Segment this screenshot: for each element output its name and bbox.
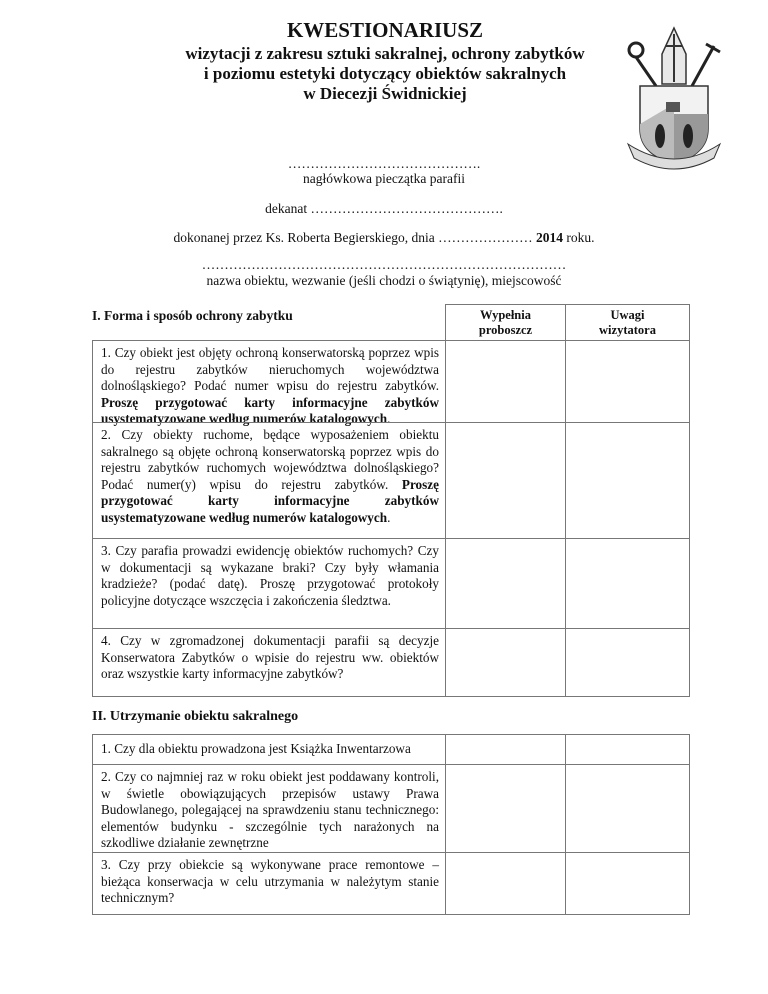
answer-visitor-1-2[interactable] — [565, 422, 690, 538]
deanery-field[interactable]: dekanat ……………………………………. — [265, 201, 503, 216]
question-1-1 — [92, 340, 445, 427]
question-tail: . — [387, 411, 391, 427]
object-name-label: nazwa obiektu, wezwanie (jeśli chodzi o świątynię), miejscowość — [206, 273, 562, 288]
question-2-1: 1. Czy dla obiektu prowadzona jest Książka Inwentarzowa — [92, 734, 445, 764]
answer-visitor-2-1[interactable] — [565, 734, 690, 764]
answer-parish-1-2[interactable] — [445, 422, 565, 538]
subtitle-line: i poziomu estetyki dotyczący obiektów sakralnych — [203, 64, 567, 83]
column-header-visitor — [565, 304, 690, 341]
diocese-coat-of-arms-logo — [622, 24, 726, 174]
question-2-3: 3. Czy przy obiekcie są wykonywane prace remontowe – bieżąca konserwacja w celu utrzymania w należytym stanie technicznym? — [92, 852, 445, 915]
column-header-visitor-label: Uwagi wizytatora — [599, 308, 656, 337]
answer-visitor-1-3[interactable] — [565, 538, 690, 628]
answer-parish-2-2[interactable] — [445, 764, 565, 852]
question-text: 1. Czy obiekt jest objęty ochroną konserwatorską poprzez wpis do rejestru zabytków nieruchomych województwa dolnośląskiego? Podać numer wpisu do rejestru zabytków. — [101, 345, 439, 394]
answer-parish-2-3[interactable] — [445, 852, 565, 915]
section-2-title: II. Utrzymanie obiektu sakralnego — [92, 709, 299, 724]
answer-visitor-1-4[interactable] — [565, 628, 690, 697]
subtitle-line: wizytacji z zakresu sztuki sakralnej, ochrony zabytków — [185, 44, 585, 63]
question-instruction: Proszę przygotować karty informacyjne zabytków usystematyzowane według numerów katalogowych — [101, 476, 439, 525]
question-2-2: 2. Czy co najmniej raz w roku obiekt jest poddawany kontroli, w świetle obowiązujących przepisów ustawy Prawa Budowlanego, polegającej na sprawdzeniu stanu technicznego: elementów budynku - szczególnie tych narażonych na szkodliwe działanie zewnętrzne — [92, 764, 445, 852]
visit-text: dokonanej przez Ks. Roberta Begierskiego, dnia ………………… — [173, 230, 537, 245]
answer-visitor-2-2[interactable] — [565, 764, 690, 852]
visit-date-line[interactable] — [0, 230, 768, 246]
answer-parish-1-3[interactable] — [445, 538, 565, 628]
answer-parish-1-4[interactable] — [445, 628, 565, 697]
answer-visitor-1-1[interactable] — [565, 340, 690, 422]
stamp-placeholder[interactable]: ……………………………………. — [287, 156, 481, 171]
question-1-3: 3. Czy parafia prowadzi ewidencję obiektów ruchomych? Czy w dokumentacji są wykazane braki? Czy były włamania kradzieże? (podać datę). Proszę przygotować protokoły policyjne dotyczące wszczęcia i zakończenia śledztwa. — [92, 538, 445, 628]
visit-year: 2014 — [536, 230, 564, 245]
answer-parish-1-1[interactable] — [445, 340, 565, 422]
question-text: 2. Czy obiekty ruchome, będące wyposażeniem obiektu sakralnego są objęte ochroną konserwatorską poprzez wpis do rejestru zabytków ruchomych województwa dolnośląskiego? Podać numer(y) wpisu do rejestru zabytków. — [101, 427, 439, 492]
question-1-2 — [92, 422, 445, 538]
stamp-label: nagłówkowa pieczątka parafii — [303, 171, 465, 186]
question-tail: . — [387, 509, 391, 525]
answer-parish-2-1[interactable] — [445, 734, 565, 764]
column-header-parish-label: Wypełnia proboszcz — [478, 308, 533, 337]
question-instruction: Proszę przygotować karty informacyjne zabytków usystematyzowane według numerów katalogowych — [101, 394, 439, 427]
answer-visitor-2-3[interactable] — [565, 852, 690, 915]
document-subtitle — [140, 44, 630, 104]
object-name-placeholder[interactable]: ……………………………………………………………………… — [201, 257, 567, 272]
subtitle-line: w Diecezji Świdnickiej — [303, 84, 467, 103]
section-1-title: I. Forma i sposób ochrony zabytku — [92, 308, 293, 323]
visit-suffix: roku. — [563, 230, 595, 245]
question-1-4: 4. Czy w zgromadzonej dokumentacji parafii są decyzje Konserwatora Zabytków o wpisie do rejestru ww. obiektów oraz wszystkie karty informacyjne zabytków? — [92, 628, 445, 697]
document-title: KWESTIONARIUSZ — [286, 18, 484, 42]
column-header-parish — [445, 304, 565, 341]
